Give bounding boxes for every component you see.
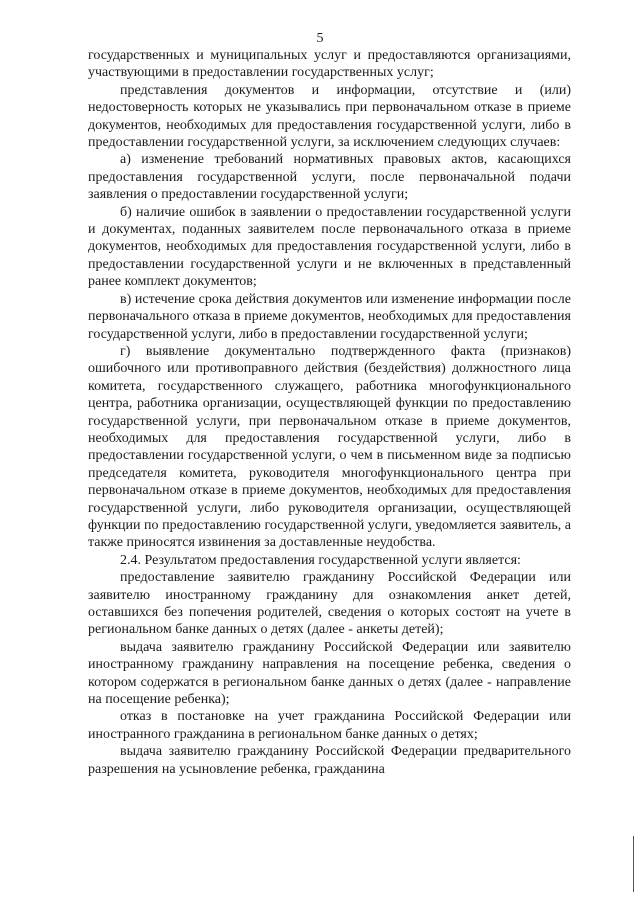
paragraph-result-permission: выдача заявителю гражданину Российской Федерации предварительного разрешения на усыновление ребенка, гражданина: [88, 744, 571, 777]
document-body: [88, 47, 571, 778]
page-number: 5: [316, 31, 324, 46]
section-heading-2-4: 2.4. Результатом предоставления государственной услуги является:: [120, 552, 521, 568]
paragraph-case-b: б) наличие ошибок в заявлении о предоставлении государственной услуги и документах, поданных заявителем после первоначального отказа в приеме документов, необходимых для предоставления государственной услуги, либо в предоставлении государственной услуги и не включенных в представленный ранее комплект документов;: [88, 204, 571, 290]
paragraph-case-v: в) истечение срока действия документов или изменение информации после первоначального отказа в приеме документов, необходимых для предоставления государственной услуги, либо в предоставлении государственной услуги;: [88, 291, 571, 342]
paragraph-continuation: государственных и муниципальных услуг и предоставляются организациями, участвующими в предоставлении государственных услуг;: [88, 48, 571, 81]
paragraph-case-a: а) изменение требований нормативных правовых актов, касающихся предоставления государственной услуги, после первоначальной подачи заявления о предоставлении государственной услуги;: [88, 152, 571, 203]
paragraph-documents-info: представления документов и информации, отсутствие и (или) недостоверность которых не указывались при первоначальном отказе в приеме документов, необходимых для предоставления государственной услуги, либо в предоставлении государственной услуги, за исключением следующих случаев:: [88, 82, 571, 151]
scan-edge-mark: [633, 836, 634, 892]
paragraph-result-direction: выдача заявителю гражданину Российской Федерации или заявителю иностранному гражданину направления на посещение ребенка, сведения о котором содержатся в региональном банке данных о детях (далее - направление на посещение ребенка);: [88, 639, 571, 708]
paragraph-result-anketa: предоставление заявителю гражданину Российской Федерации или заявителю иностранному гражданину для ознакомления анкет детей, оставшихся без попечения родителей, сведения о которых состоят на учете в региональном банке данных о детях (далее - анкеты детей);: [88, 570, 571, 638]
paragraph-case-g: г) выявление документально подтвержденного факта (признаков) ошибочного или противоправного действия (бездействия) должностного лица комитета, государственного служащего, работника многофункционального центра, работника организации, осуществляющей функции по предоставлению государственной услуги, при первоначальном отказе в приеме документов, необходимых для предоставления государственной услуги, либо в предоставлении государственной услуги, о чем в письменном виде за подписью председателя комитета, руководителя многофункционального центра при первоначальном отказе в приеме документов, необходимых для предоставления государственной услуги, либо руководителя организации, осуществляющей функции по предоставлению государственной услуги, уведомляется заявитель, а также приносятся извинения за доставленные неудобства.: [88, 343, 571, 551]
paragraph-result-refusal: отказ в постановке на учет гражданина Российской Федерации или иностранного гражданина в региональном банке данных о детях;: [88, 709, 571, 742]
